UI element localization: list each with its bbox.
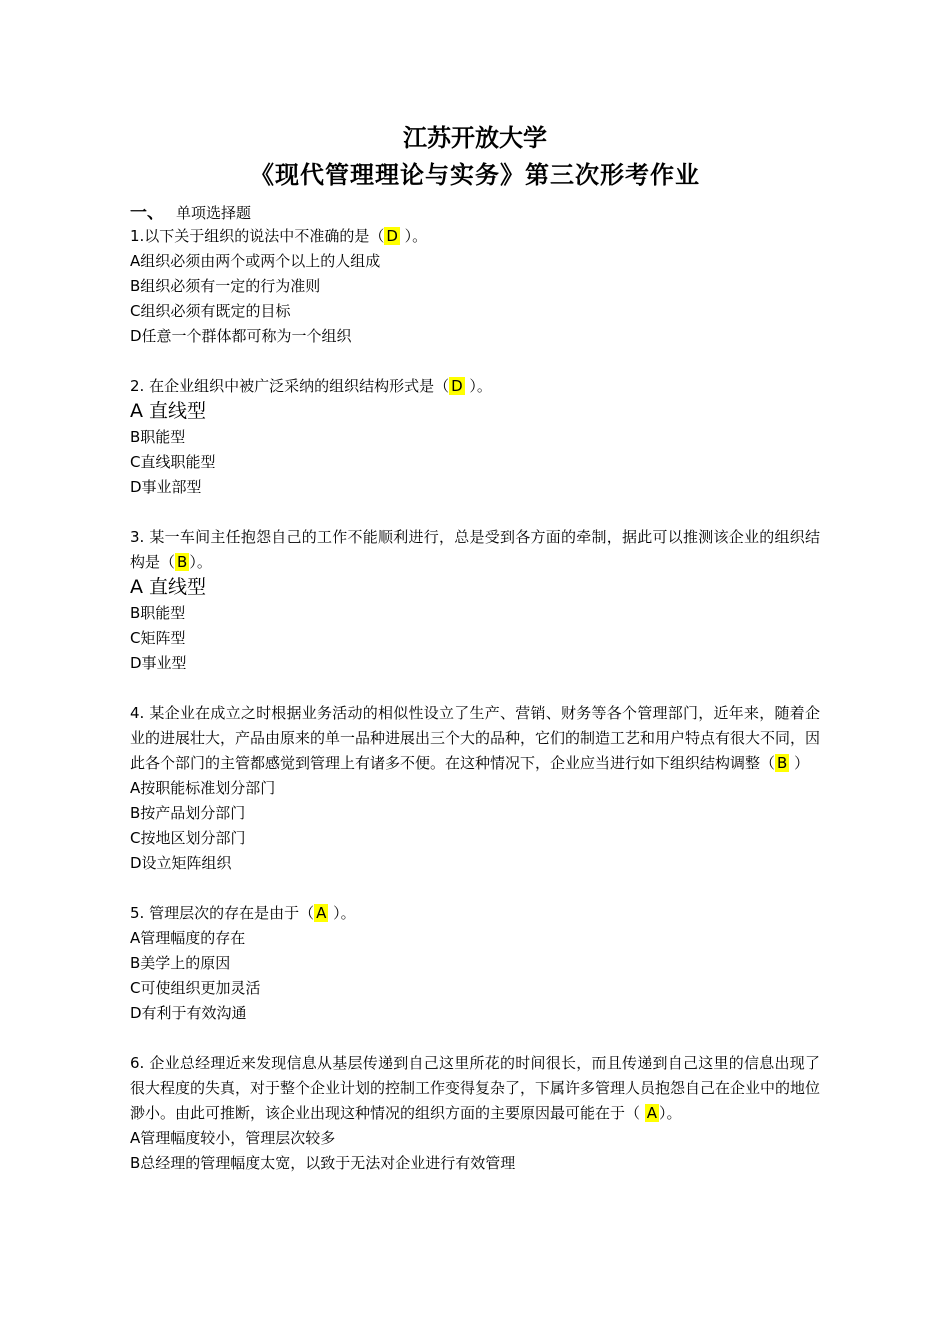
question-6: [130, 1051, 820, 1176]
option-a: A按职能标准划分部门: [130, 779, 276, 797]
question-text-end: ）。: [399, 227, 428, 245]
question-text-end: ）。: [659, 1104, 682, 1122]
question-text: 3. 某一车间主任抱怨自己的工作不能顺利进行，总是受到各方面的牵制，据此可以推测该企业的组织结构是（: [130, 528, 820, 571]
option-a: A管理幅度的存在: [130, 929, 246, 947]
spacer: [130, 1026, 820, 1051]
question-5: [130, 901, 820, 1026]
question-text-end: ）。: [189, 553, 212, 571]
answer-highlight: D: [451, 377, 463, 395]
spacer: [130, 676, 820, 701]
option-b: B职能型: [130, 428, 186, 446]
question-stem: [130, 701, 820, 776]
question-text: 5. 管理层次的存在是由于（: [130, 904, 315, 922]
question-stem: [130, 374, 820, 399]
question-stem: [130, 224, 820, 249]
option-c: C按地区划分部门: [130, 829, 246, 847]
option-b: B总经理的管理幅度太宽，以致于无法对企业进行有效管理: [130, 1154, 516, 1172]
answer-highlight: A: [646, 1104, 658, 1122]
option-d: D有利于有效沟通: [130, 1004, 247, 1022]
option-c: C直线职能型: [130, 453, 216, 471]
question-text: 6. 企业总经理近来发现信息从基层传递到自己这里所花的时间很长，而且传递到自己这里的信息出现了很大程度的失真，对于整个企业计划的控制工作变得复杂了，下属许多管理人员抱怨自己在企业中的地位渺小。由此可推断，该企业出现这种情况的组织方面的主要原因最可能在于（: [130, 1054, 821, 1122]
answer-highlight: A: [316, 904, 327, 922]
option-c: C矩阵型: [130, 629, 186, 647]
option-c: C可使组织更加灵活: [130, 979, 261, 997]
question-stem: [130, 901, 820, 926]
option-a: [130, 575, 820, 601]
document-subtitle: 《现代管理理论与实务》第三次形考作业: [250, 160, 700, 189]
question-text: 1.以下关于组织的说法中不准确的是（: [130, 227, 385, 245]
option-d: D设立矩阵组织: [130, 854, 232, 872]
question-1: [130, 224, 820, 349]
option-a: [130, 399, 820, 425]
option-b: B美学上的原因: [130, 954, 231, 972]
option-d: D事业型: [130, 654, 187, 672]
option-b: B按产品划分部门: [130, 804, 246, 822]
option-b: B组织必须有一定的行为准则: [130, 277, 321, 295]
option-a: A组织必须由两个或两个以上的人组成: [130, 252, 381, 270]
question-stem: [130, 525, 820, 575]
question-stem: [130, 1051, 820, 1126]
option-b: B职能型: [130, 604, 186, 622]
question-3: [130, 525, 820, 676]
question-text-end: ）。: [328, 904, 356, 922]
section-heading: [130, 202, 820, 224]
option-c: C组织必须有既定的目标: [130, 302, 291, 320]
answer-highlight: B: [177, 553, 188, 571]
question-text-end: ）。: [464, 377, 492, 395]
option-d: D事业部型: [130, 478, 202, 496]
document-page: [130, 120, 820, 1176]
spacer: [130, 500, 820, 525]
section-label: 单项选择题: [176, 204, 252, 222]
question-text: 2. 在企业组织中被广泛采纳的组织结构形式是（: [130, 377, 450, 395]
option-d: D任意一个群体都可称为一个组织: [130, 327, 352, 345]
question-4: [130, 701, 820, 876]
section-number: 一、: [130, 203, 164, 223]
option-a: A管理幅度较小，管理层次较多: [130, 1129, 336, 1147]
document-title: 江苏开放大学: [403, 123, 547, 152]
answer-highlight: B: [777, 754, 788, 772]
spacer: [130, 349, 820, 374]
question-text: 4. 某企业在成立之时根据业务活动的相似性设立了生产、营销、财务等各个管理部门，近年来，随着企业的进展壮大，产品由原来的单一品种进展出三个大的品种，它们的制造工艺和用户特点有很大不同，因此各个部门的主管都感觉到管理上有诸多不便。在这种情况下，企业应当进行如下组织结构调整（: [130, 704, 821, 772]
question-text-end: ）: [789, 754, 810, 772]
spacer: [130, 876, 820, 901]
option-a-text: A 直线型: [130, 576, 207, 598]
answer-highlight: D: [386, 227, 398, 245]
option-a-text: A 直线型: [130, 400, 207, 422]
question-2: [130, 374, 820, 500]
